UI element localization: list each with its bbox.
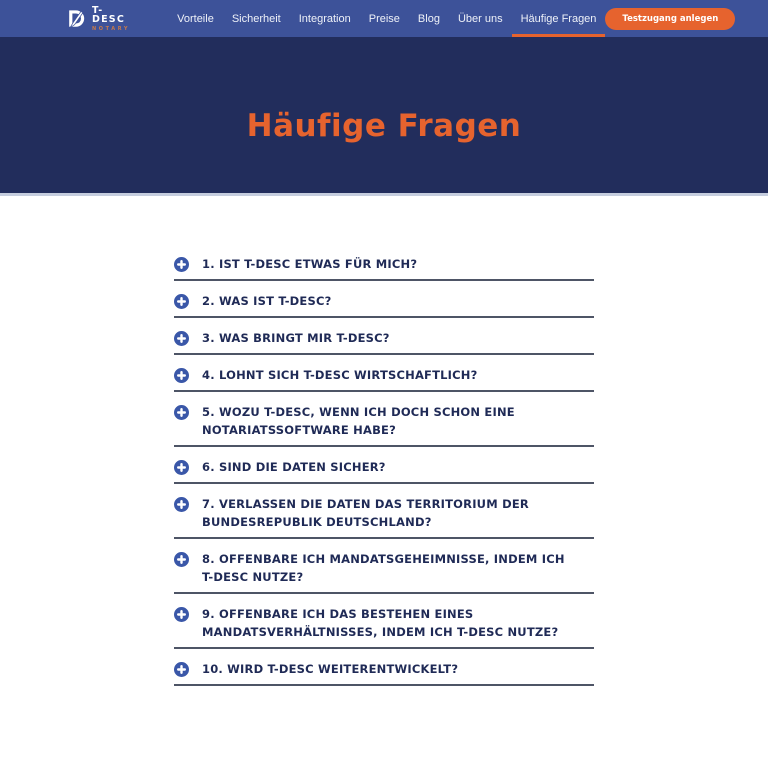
- faq-item-2[interactable]: [174, 281, 594, 318]
- plus-circle-icon[interactable]: [174, 552, 189, 567]
- faq-question-text: 7. VERLASSEN DIE DATEN DAS TERRITORIUM DER BUNDESREPUBLIK DEUTSCHLAND?: [202, 497, 529, 529]
- faq-item-7[interactable]: [174, 484, 594, 539]
- faq-item-1[interactable]: [174, 244, 594, 281]
- brand-subtitle: NOTARY: [92, 25, 131, 32]
- faq-list: [174, 244, 594, 686]
- faq-item-8[interactable]: [174, 539, 594, 594]
- nav-item-vorteile[interactable]: Vorteile: [177, 12, 214, 25]
- faq-question-text: 3. WAS BRINGT MIR T-DESC?: [202, 331, 390, 345]
- nav-item-h-ufige-fragen[interactable]: Häufige Fragen: [512, 0, 606, 37]
- plus-circle-icon[interactable]: [174, 460, 189, 475]
- faq-question-text: 2. WAS IST T-DESC?: [202, 294, 332, 308]
- navbar: [0, 0, 768, 37]
- plus-circle-icon[interactable]: [174, 405, 189, 420]
- faq-item-3[interactable]: [174, 318, 594, 355]
- brand-logo[interactable]: [66, 0, 130, 37]
- plus-circle-icon[interactable]: [174, 294, 189, 309]
- nav-item-blog[interactable]: Blog: [417, 12, 440, 25]
- nav-item-ber-uns[interactable]: Über uns: [457, 12, 503, 25]
- nav-item-sicherheit[interactable]: Sicherheit: [231, 12, 281, 25]
- tdesc-d-pen-logo-icon: [66, 8, 86, 30]
- hero-section: [0, 37, 768, 196]
- faq-section: [0, 196, 768, 686]
- nav-item-integration[interactable]: Integration: [298, 12, 351, 25]
- main-nav: [168, 0, 605, 37]
- plus-circle-icon[interactable]: [174, 497, 189, 512]
- faq-question-text: 4. LOHNT SICH T-DESC WIRTSCHAFTLICH?: [202, 368, 478, 382]
- brand-name: T-DESC: [92, 4, 125, 25]
- faq-question-text: 8. OFFENBARE ICH MANDATSGEHEIMNISSE, INDEM ICH T-DESC NUTZE?: [202, 552, 565, 584]
- plus-circle-icon[interactable]: [174, 607, 189, 622]
- faq-item-6[interactable]: [174, 447, 594, 484]
- faq-item-9[interactable]: [174, 594, 594, 649]
- page-title: Häufige Fragen: [246, 108, 522, 144]
- faq-question-text: 5. WOZU T-DESC, WENN ICH DOCH SCHON EINE NOTARIATSSOFTWARE HABE?: [202, 405, 515, 437]
- faq-item-10[interactable]: [174, 649, 594, 686]
- faq-question-text: 9. OFFENBARE ICH DAS BESTEHEN EINES MANDATSVERHÄLTNISSES, INDEM ICH T-DESC NUTZE?: [202, 607, 559, 639]
- nav-item-preise[interactable]: Preise: [368, 12, 400, 25]
- faq-question-text: 6. SIND DIE DATEN SICHER?: [202, 460, 386, 474]
- plus-circle-icon[interactable]: [174, 368, 189, 383]
- plus-circle-icon[interactable]: [174, 257, 189, 272]
- faq-item-4[interactable]: [174, 355, 594, 392]
- faq-question-text: 10. WIRD T-DESC WEITERENTWICKELT?: [202, 662, 459, 676]
- faq-item-5[interactable]: [174, 392, 594, 447]
- faq-question-text: 1. IST T-DESC ETWAS FÜR MICH?: [202, 257, 418, 271]
- testzugang-anlegen-button[interactable]: Testzugang anlegen: [605, 8, 735, 30]
- plus-circle-icon[interactable]: [174, 662, 189, 677]
- plus-circle-icon[interactable]: [174, 331, 189, 346]
